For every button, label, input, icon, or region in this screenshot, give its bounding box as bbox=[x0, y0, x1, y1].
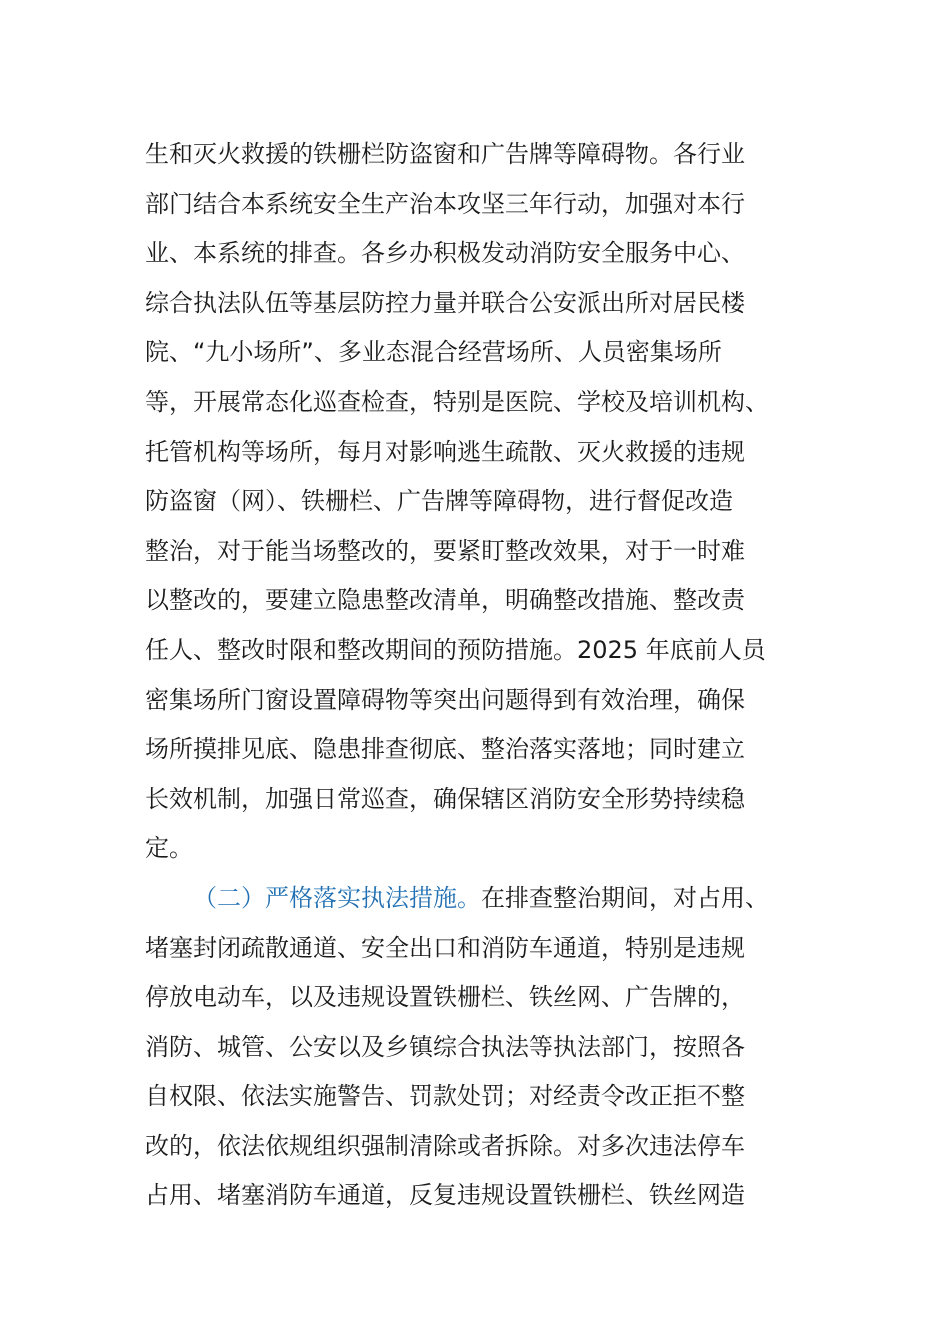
text-line: 等，开展常态化巡查检查，特别是医院、学校及培训机构、 bbox=[145, 387, 769, 416]
text-line: 占用、堵塞消防车通道，反复违规设置铁栅栏、铁丝网造 bbox=[145, 1181, 745, 1210]
paragraph-2 bbox=[145, 874, 825, 1221]
text-line: 改的，依法依规组织强制清除或者拆除。对多次违法停车 bbox=[145, 1131, 745, 1160]
text-line: 自权限、依法实施警告、罚款处罚；对经责令改正拒不整 bbox=[145, 1082, 745, 1111]
document-body bbox=[145, 130, 825, 1221]
text-line: 业、本系统的排查。各乡办积极发动消防安全服务中心、 bbox=[145, 239, 745, 268]
section-heading: （二）严格落实执法措施。 bbox=[193, 883, 481, 912]
text-line: 任人、整改时限和整改期间的预防措施。2025 年底前人员 bbox=[145, 635, 766, 664]
text-line: 以整改的，要建立隐患整改清单，明确整改措施、整改责 bbox=[145, 586, 745, 615]
text-line: 部门结合本系统安全生产治本攻坚三年行动，加强对本行 bbox=[145, 189, 745, 218]
paragraph-1 bbox=[145, 130, 825, 874]
text-line: 消防、城管、公安以及乡镇综合执法等执法部门，按照各 bbox=[145, 1032, 745, 1061]
text-line: 托管机构等场所，每月对影响逃生疏散、灭火救援的违规 bbox=[145, 437, 745, 466]
text-line: 停放电动车，以及违规设置铁栅栏、铁丝网、广告牌的， bbox=[145, 983, 745, 1012]
text-line: 定。 bbox=[145, 834, 193, 863]
text-line: 场所摸排见底、隐患排查彻底、整治落实落地；同时建立 bbox=[145, 735, 745, 764]
text-line: 院、“九小场所”、多业态混合经营场所、人员密集场所 bbox=[145, 338, 722, 367]
text-line: 堵塞封闭疏散通道、安全出口和消防车通道，特别是违规 bbox=[145, 933, 745, 962]
text-line: 防盗窗（网）、铁栅栏、广告牌等障碍物，进行督促改造 bbox=[145, 487, 733, 516]
text-line: 生和灭火救援的铁栅栏防盗窗和广告牌等障碍物。各行业 bbox=[145, 140, 745, 168]
paragraph-2-first-line bbox=[145, 874, 825, 924]
text-line: 长效机制，加强日常巡查，确保辖区消防安全形势持续稳 bbox=[145, 784, 745, 813]
text-line: 密集场所门窗设置障碍物等突出问题得到有效治理，确保 bbox=[145, 685, 745, 714]
text-line: 综合执法队伍等基层防控力量并联合公安派出所对居民楼 bbox=[145, 288, 745, 317]
text-line: 整治，对于能当场整改的，要紧盯整改效果，对于一时难 bbox=[145, 536, 745, 565]
paragraph-2-first-line-text: 在排查整治期间，对占用、 bbox=[481, 883, 769, 912]
